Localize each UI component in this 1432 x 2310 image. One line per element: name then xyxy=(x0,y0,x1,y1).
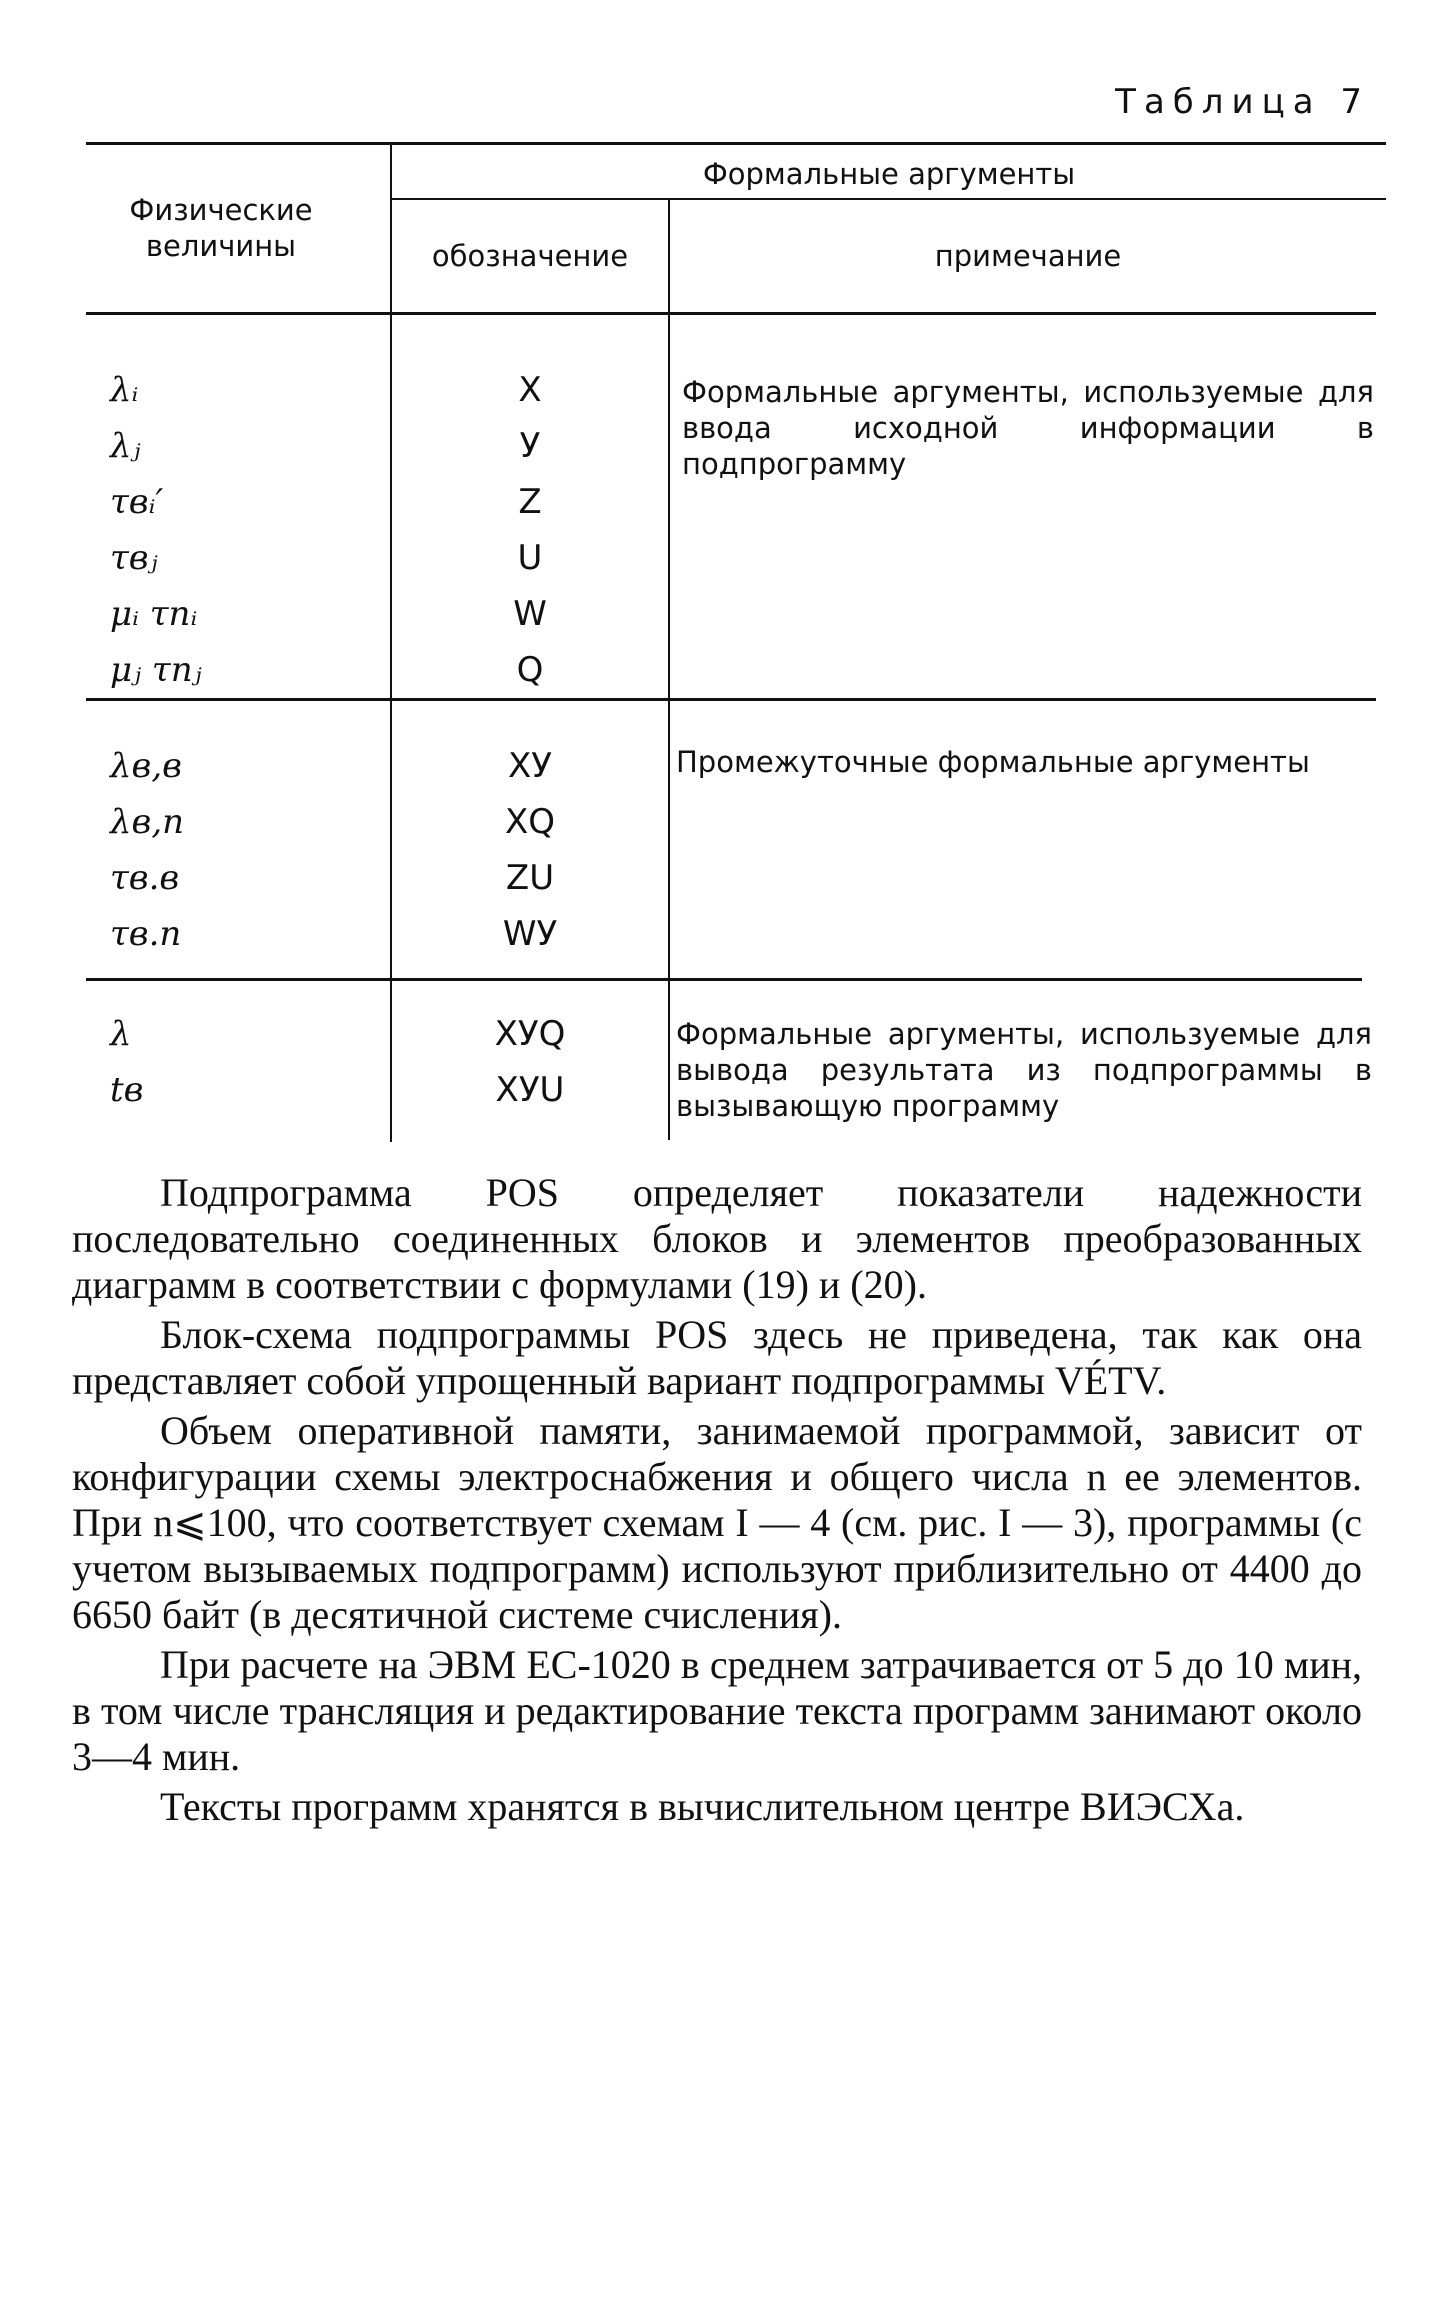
designation-value: X xyxy=(518,370,542,410)
paragraph: Подпрограмма POS определяет показатели надежности последовательно соединенных блоков и элементов преобразованных диаграмм в соответствии с формулами (19) и (20). xyxy=(72,1170,1362,1307)
header-formal-arguments: Формальные аргументы xyxy=(702,157,1076,191)
physical-value: λ xyxy=(110,1014,132,1054)
group2-physical xyxy=(110,738,184,962)
physical-value: μᵢ τпᵢ xyxy=(110,594,198,634)
physical-value: μⱼ τпⱼ xyxy=(110,650,202,690)
designation-value: XQ xyxy=(504,802,556,842)
group3-note: Формальные аргументы, используемые для вывода результата из подпрограммы в вызывающую программу xyxy=(676,1017,1372,1123)
designation-value: Q xyxy=(516,650,544,690)
header-physical: Физические величины xyxy=(129,193,313,263)
designation-value: U xyxy=(517,538,543,578)
header-designation: обозначение xyxy=(431,239,629,273)
physical-value: λⱼ xyxy=(110,426,141,466)
group2-bottom-rule xyxy=(86,978,1362,981)
designation-value: XУQ xyxy=(494,1014,566,1054)
designation-value: У xyxy=(519,426,541,466)
physical-value: λв,в xyxy=(110,746,182,786)
body-text xyxy=(72,1170,1362,1830)
designation-value: WУ xyxy=(502,914,558,954)
physical-value: τвᵢ′ xyxy=(110,482,164,522)
group1-bottom-rule xyxy=(86,698,1376,701)
group1-designation xyxy=(395,362,665,698)
paragraph: Объем оперативной памяти, занимаемой программой, зависит от конфигурации схемы электроснабжения и общего числа n ее элементов. При n⩽100, что соответствует схемам I — 4 (см. рис. I — 3), программы (с учетом вызываемых подпрограмм) используют приблизительно от 4400 до 6650 байт (в десятичной системе счисления). xyxy=(72,1408,1362,1637)
designation-value: XУ xyxy=(507,746,552,786)
header-note: примечание xyxy=(934,239,1122,273)
col1-divider xyxy=(390,142,392,1142)
group3-designation xyxy=(395,1006,665,1118)
table-top-rule xyxy=(86,142,1386,145)
physical-value: λᵢ xyxy=(110,370,139,410)
physical-value: τвⱼ xyxy=(110,538,158,578)
group1-physical xyxy=(110,362,202,698)
table-caption: Таблица 7 xyxy=(1115,82,1370,122)
physical-value: tв xyxy=(110,1070,144,1110)
paragraph: Блок-схема подпрограммы POS здесь не приведена, так как она представляет собой упрощенный вариант подпрограммы VÉTV. xyxy=(72,1312,1362,1403)
header-sub-rule xyxy=(392,198,1386,200)
header-bottom-rule xyxy=(86,312,1376,315)
paragraph: При расчете на ЭВМ ЕС-1020 в среднем затрачивается от 5 до 10 мин, в том числе трансляция и редактирование текста программ занимают около 3—4 мин. xyxy=(72,1642,1362,1779)
designation-value: W xyxy=(513,594,547,634)
physical-value: τв.в xyxy=(110,858,180,898)
physical-value: λв,п xyxy=(110,802,185,842)
physical-value: τв.п xyxy=(110,914,182,954)
designation-value: ZU xyxy=(505,858,555,898)
group1-note: Формальные аргументы, используемые для ввода исходной информации в подпрограмму xyxy=(682,375,1374,481)
paragraph: Тексты программ хранятся в вычислительном центре ВИЭСХа. xyxy=(160,1784,1245,1829)
designation-value: XУU xyxy=(495,1070,565,1110)
col2-divider xyxy=(668,200,670,1140)
group2-designation xyxy=(395,738,665,962)
group3-physical xyxy=(110,1006,143,1118)
designation-value: Z xyxy=(518,482,542,522)
group2-note: Промежуточные формальные аргументы xyxy=(676,745,1310,779)
